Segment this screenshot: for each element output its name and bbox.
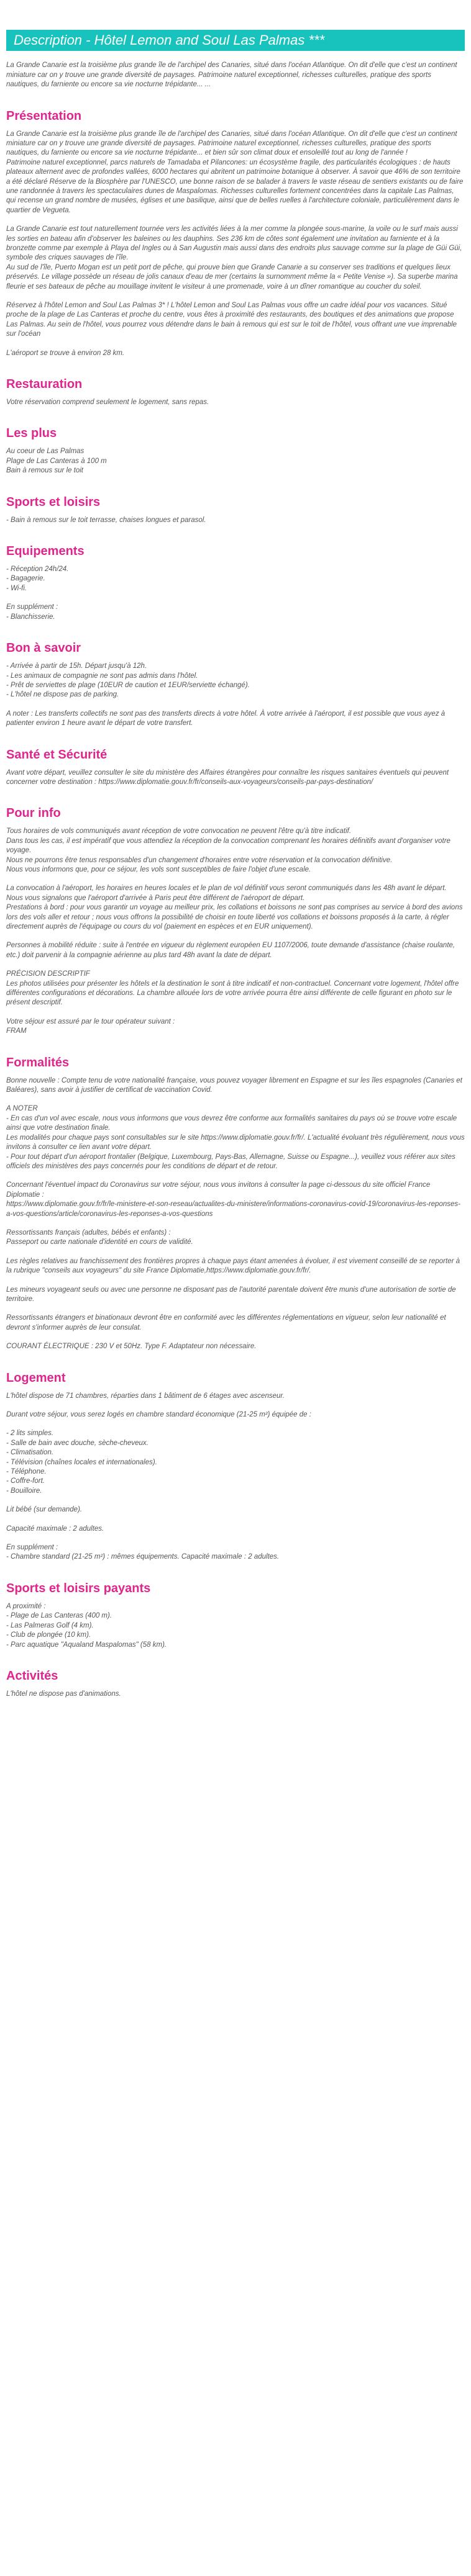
section-paragraph: Les mineurs voyageant seuls ou avec une personne ne disposant pas de l'autorité parentale doivent être munis d'une autorisation de sortie de territoire. <box>6 1286 456 1303</box>
section-body <box>6 1690 465 1699</box>
section-body <box>6 447 465 475</box>
section-paragraph: Ressortissants étrangers et binationaux devront être en conformité avec les différentes réglementations en vigueur, selon leur nationalité et devront s'informer auprès de leur consulat. <box>6 1314 446 1331</box>
section-paragraph: En supplément : - Chambre standard (21-25 m²) : mêmes équipements. Capacité maximale : 2 adultes. <box>6 1544 280 1561</box>
section-paragraph: - Réception 24h/24. - Bagagerie. - Wi-fi. <box>6 565 69 592</box>
sections <box>0 109 471 1700</box>
section-title: Logement <box>6 1371 66 1385</box>
section-paragraph: La Grande Canarie est la troisième plus grande île de l'archipel des Canaries, situé dans l'océan Atlantique. On dit d'elle que c'est un continent miniature car on y trouve une grande diversité de paysages. Patrimoine naturel exceptionnel, richesses culturelles, pratique des sports nautiques, du farniente ou encore sa vie nocturne trépidante... et bien sûr son climat doux et ensoleillé tout au long de l'année ! Patrimoine naturel exceptionnel, parcs naturels de Tamadaba et Pilancones: un écosystème fragile, des particularités écologiques : de hauts plateaux alternent avec de profondes vallées, 6000 hectares qui abritent un patrimoine botanique à observer. À savoir que 46% de son territoire a été déclaré Réserve de la Biosphère par l'UNESCO, une bonne raison de se balader à travers le vaste réseau de sentiers existants ou de faire une randonnée à travers les spectaculaires dunes de Maspalomas. Richesses culturelles fortement concentrées dans la capitale Las Palmas, qui recense un grand nombre de musées, églises et une basilique, ainsi que de belles ruelles à l'architecture coloniale, particulièrement dans le quartier de Vegueta. <box>6 130 464 214</box>
page <box>0 30 471 1699</box>
section-paragraph: L'hôtel dispose de 71 chambres, réparties dans 1 bâtiment de 6 étages avec ascenseur. <box>6 1392 285 1400</box>
section-body <box>6 1602 465 1650</box>
section-body <box>6 1076 465 1352</box>
section-paragraph: - Arrivée à partir de 15h. Départ jusqu'à 12h. - Les animaux de compagnie ne sont pas admis dans l'hôtel. - Prêt de serviettes de plage (10EUR de caution et 1EUR/serviette échangé). - L'hôtel ne dispose pas de parking. <box>6 662 250 699</box>
section-title: Formalités <box>6 1055 70 1070</box>
section-title: Bon à savoir <box>6 641 81 655</box>
section-paragraph: PRÉCISION DESCRIPTIF Les photos utilisées pour présenter les hôtels et la destination le sont à titre indicatif et non-contractuel. Concernant votre logement, l'hôtel offre différentes configurations et décorations. La chambre allouée lors de votre arrivée pourra être ainsi différente de celle figurant en photo sur le présent descriptif. <box>6 970 459 1007</box>
section-body <box>6 398 465 407</box>
section-title: Sports et loisirs payants <box>6 1581 151 1595</box>
section-paragraph: Au coeur de Las Palmas Plage de Las Canteras à 100 m Bain à remous sur le toit <box>6 448 107 475</box>
section-paragraph: Votre réservation comprend seulement le logement, sans repas. <box>6 399 209 407</box>
section-title: Restauration <box>6 377 83 392</box>
section-paragraph: Réservez à l'hôtel Lemon and Soul Las Palmas 3* ! L'hôtel Lemon and Soul Las Palmas vous offre un cadre idéal pour vos vacances. Situé proche de la plage de Las Canteras et proche du centre, vous êtes à proximité des restaurants, des boutiques et des animations que propose Las Palmas. Au sein de l'hôtel, vous pourrez vous détendre dans le bain à remous qui est sur le toit de l'hôtel, vous offrant une vue imprenable sur l'océan <box>6 302 457 338</box>
section-paragraph: Concernant l'éventuel impact du Coronavirus sur votre séjour, nous vous invitons à consulter la page ci-dessous du site officiel France Diplomatie : https://www.diplomatie.gouv.fr/fr/le-ministere-et-son-reseau/actualites-du-ministere/informations-coronavirus-covid-19/coronavirus-les-reponses-a-vos-questions/article/coronavirus-les-reponses-a-vos-questions <box>6 1181 460 1218</box>
section-paragraph: L'hôtel ne dispose pas d'animations. <box>6 1690 121 1698</box>
section-paragraph: Tous horaires de vols communiqués avant réception de votre convocation ne peuvent l'être qu'à titre indicatif. Dans tous les cas, il est impératif que vous attendiez la réception de la convocation comprenant les horaires définitifs avant d'organiser votre voyage. Nous ne pourrons être tenus responsables d'un changement d'horaires entre votre réservation et la convocation définitive. Nous vous informons que, pour ce séjour, les vols sont susceptibles de faire l'objet d'une escale. <box>6 827 450 873</box>
section-title: Pour info <box>6 806 61 821</box>
section-paragraph: Lit bébé (sur demande). <box>6 1506 83 1514</box>
section-title: Les plus <box>6 426 57 441</box>
section-paragraph: Ressortissants français (adultes, bébés et enfants) : Passeport ou carte nationale d'identité en cours de validité. <box>6 1228 193 1246</box>
section-paragraph: - Bain à remous sur le toit terrasse, chaises longues et parasol. <box>6 516 206 524</box>
section-paragraph: Bonne nouvelle : Compte tenu de votre nationalité française, vous pouvez voyager librement en Espagne et sur les îles espagnoles (Canaries et Baléares), sans avoir à justifier de certificat de vaccination Covid. <box>6 1076 462 1094</box>
section-paragraph: COURANT ÉLECTRIQUE : 230 V et 50Hz. Type F. Adaptateur non nécessaire. <box>6 1343 257 1351</box>
section-title: Activités <box>6 1669 58 1683</box>
section-body <box>6 130 465 359</box>
page-title: Description - Hôtel Lemon and Soul Las Palmas *** <box>6 30 465 51</box>
section-paragraph: A proximité : - Plage de Las Canteras (400 m). - Las Palmeras Golf (4 km). - Club de plongée (10 km). - Parc aquatique "Aqualand Maspalomas" (58 km). <box>6 1602 167 1649</box>
section-paragraph: A noter : Les transferts collectifs ne sont pas des transferts directs à votre hôtel. À votre arrivée à l'aéroport, il est possible que vous ayez à patienter environ 1 heure avant le départ de votre transfert. <box>6 709 446 727</box>
section-paragraph: La convocation à l'aéroport, les horaires en heures locales et le plan de vol définitif vous seront communiqués dans les 48h avant le départ. Nous vous signalons que l'aéroport d'arrivée à Paris peut être différent de l'aéroport de départ. Prestations à bord : pour vous garantir un voyage au meilleur prix, les collations et boissons ne sont pas comprises au service à bord des avions lors des vols aller et retour ; nous vous offrons la possibilité de choisir en toute liberté vos collations et boissons proposés à la carte, à régler directement auprès de l'équipage ou cours du vol (paiement en espèces et en EUR uniquement). <box>6 885 463 930</box>
section-body <box>6 1392 465 1562</box>
section-body <box>6 662 465 728</box>
section-paragraph: Durant votre séjour, vous serez logés en chambre standard économique (21-25 m²) équipée de : <box>6 1411 311 1418</box>
section-title: Sports et loisirs <box>6 495 101 509</box>
section-title: Santé et Sécurité <box>6 747 107 762</box>
section-body <box>6 768 465 788</box>
section-paragraph: En supplément : - Blanchisserie. <box>6 603 58 621</box>
section-paragraph: A NOTER - En cas d'un vol avec escale, nous vous informons que vous devrez être conforme aux formalités sanitaires du pays où se trouve votre escale ainsi que votre destination finale. Les modalités pour chaque pays sont consultables sur le site https://www.diplomatie.gouv.fr/fr/. L'actualité évoluant très régulièrement, nous vous invitons à consulter ce lien avant votre départ. - Pour tout départ d'un aéroport frontalier (Belgique, Luxembourg, Pays-Bas, Allemagne, Suisse ou Espagne...), veuillez vous référer aux sites officiels des ministères des pays concernés pour les conditions de départ et de retour. <box>6 1105 465 1170</box>
intro-text: La Grande Canarie est la troisième plus grande île de l'archipel des Canaries, situé dans l'océan Atlantique. On dit d'elle que c'est un continent miniature car on y trouve une grande diversité de paysages. Patrimoine naturel exceptionnel, richesses culturelles, pratique des sports nautiques, du farniente ou encore sa vie nocturne trépidante... ... <box>6 61 457 88</box>
section-paragraph: Capacité maximale : 2 adultes. <box>6 1524 104 1533</box>
section-body <box>6 827 465 1036</box>
section-paragraph: Les règles relatives au franchissement des frontières propres à chaque pays étant amenées à évoluer, il est vivement conseillé de se reporter à la rubrique "conseils aux voyageurs" du site France Diplomatie,https://www.diplomatie.gouv.fr/fr/. <box>6 1257 460 1275</box>
section-paragraph: - 2 lits simples. - Salle de bain avec douche, sèche-cheveux. - Climatisation. - Télévision (chaînes locales et internationales). - Téléphone. - Coffre-fort. - Bouilloire. <box>6 1430 157 1495</box>
section-title: Présentation <box>6 109 82 123</box>
section-paragraph: Votre séjour est assuré par le tour opérateur suivant : FRAM <box>6 1017 175 1035</box>
section-paragraph: Personnes à mobilité réduite : suite à l'entrée en vigueur du règlement européen EU 1107/2006, toute demande d'assistance (chaise roulante, etc.) doit parvenir à la compagnie aérienne au plus tard 48h avant la date de départ. <box>6 942 455 959</box>
section-title: Equipements <box>6 544 85 559</box>
section-body <box>6 565 465 622</box>
section-paragraph: Avant votre départ, veuillez consulter le site du ministère des Affaires étrangères pour connaître les risques sanitaires éventuels qui peuvent concerner votre destination : https://www.diplomatie.gouv.fr/fr/conseils-aux-voyageurs/conseils-par-pays-destination/ <box>6 768 449 786</box>
section-body <box>6 516 465 525</box>
section-paragraph: La Grande Canarie est tout naturellement tournée vers les activités liées à la mer comme la plongée sous-marine, la voile ou le surf mais aussi les sorties en bateau afin d'observer les baleines ou les dauphins. Ses 236 km de côtes sont également une invitation au farniente et à la bronzette comme par exemple à Playa del Ingles ou à San Augustin mais aussi dans des endroits plus sauvage comme sur la plage de Güi Güi, symbole des criques sauvages de l'île. Au sud de l'île, Puerto Mogan est un petit port de pêche, qui prouve bien que Grande Canarie a su conserver ses traditions et quelques lieux préservés. Le village possède un réseau de jolis canaux d'eau de mer (certains la surnomment même la « Petite Venise »). Sa superbe marina fleurie et ses bateaux de pêche au mouillage invitent le visiteur à une promenade, voire à un dîner romantique au coucher du soleil. <box>6 225 462 290</box>
section-paragraph: L'aéroport se trouve à environ 28 km. <box>6 349 125 357</box>
